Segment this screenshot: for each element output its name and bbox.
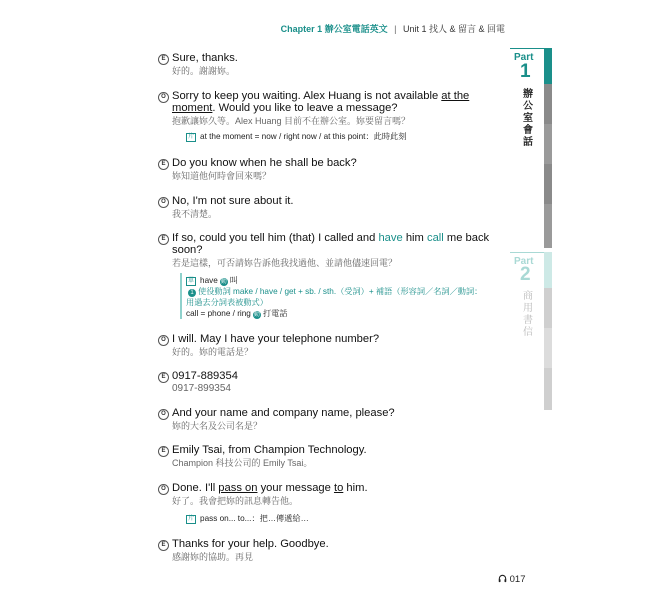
chapter-title: Chapter 1 辦公室電話英文 [280, 24, 388, 34]
grammar-note [186, 286, 482, 308]
word-tag-icon: 單 [188, 278, 195, 284]
dialogue-line [158, 538, 498, 563]
chinese-translation: 感謝妳的協助。再見 [172, 552, 254, 562]
part1-title: 辦 公 室 會 話 [523, 89, 533, 148]
part2-number: 2 [520, 264, 531, 285]
dialogue-line [158, 157, 498, 182]
dialogue-line [158, 370, 498, 395]
english-line: Do you know when he shall be back? [172, 157, 357, 169]
english-line: Sure, thanks. [172, 52, 238, 64]
part2-title: 商 用 書 信 [523, 291, 533, 338]
dialogue-line [158, 444, 498, 469]
english-line: 0917-889354 [172, 370, 238, 382]
underlined-phrase: moment [172, 102, 213, 114]
speaker-badge: E [158, 540, 169, 551]
section-tab [544, 204, 552, 248]
vocab-note [186, 275, 238, 286]
note-meaning: 打電話 [262, 309, 288, 318]
english-line: No, I'm not sure about it. [172, 195, 294, 207]
text-segment: him. [343, 482, 368, 494]
dialogue-line [158, 52, 498, 77]
chinese-translation: 若是這樣，可否請妳告訴他我找過他、並請他儘速回電？ [172, 258, 398, 268]
english-line [172, 482, 498, 494]
highlighted-word: have [378, 232, 403, 244]
section-tab [544, 164, 552, 204]
speaker-badge: O [158, 197, 169, 208]
text-segment: him [402, 232, 427, 244]
dialogue-line [158, 90, 498, 127]
section-tab [544, 124, 552, 164]
text-segment: Done. I'll [172, 482, 219, 494]
underlined-phrase: to [333, 482, 344, 494]
phrase-tag-icon: 片 [188, 516, 195, 522]
header-separator: | [394, 24, 397, 34]
note-text: at the moment = now / right now / at this point：此時此刻 [200, 132, 407, 141]
dialogue-line [158, 482, 498, 507]
number-icon: 1 [188, 289, 196, 297]
english-line [172, 232, 498, 256]
speaker-badge: E [158, 159, 169, 170]
unit-title: Unit 1 找人 & 留言 & 回電 [402, 24, 505, 34]
dialogue-line [158, 232, 498, 269]
text-segment: me back soon? [172, 232, 490, 256]
chinese-translation: 好的。妳的電話是？ [172, 347, 254, 357]
part-of-speech-icon: 動 [253, 312, 260, 318]
section-tab [544, 84, 552, 124]
underlined-phrase: pass on [218, 482, 258, 494]
part1-number: 1 [520, 61, 531, 82]
chinese-translation: 好了。我會把妳的訊息轉告他。 [172, 496, 299, 506]
english-line: Emily Tsai, from Champion Technology. [172, 444, 367, 456]
chinese-translation: 抱歉讓妳久等。Alex Huang 目前不在辦公室。妳要留言嗎？ [172, 116, 411, 126]
dialogue-line [158, 195, 498, 220]
headphones-icon [498, 574, 510, 585]
part1-label: Part [514, 52, 534, 63]
part1-tab-marker [544, 48, 552, 84]
text-segment: your message [257, 482, 334, 494]
speaker-badge: O [158, 92, 169, 103]
dialogue-line [158, 333, 498, 358]
chinese-translation: 妳的大名及公司名是？ [172, 421, 263, 431]
speaker-badge: E [158, 372, 169, 383]
text-segment: . Would you like to leave a message? [212, 102, 398, 114]
chinese-translation: Champion 科技公司的 Emily Tsai。 [172, 458, 313, 468]
speaker-badge: E [158, 54, 169, 65]
note-word: have [200, 276, 218, 285]
section-tab [544, 288, 552, 328]
chinese-translation: 妳知道他何時會回來嗎？ [172, 171, 272, 181]
english-line: Thanks for your help. Goodbye. [172, 538, 329, 550]
english-line [172, 90, 498, 114]
speaker-badge: O [158, 409, 169, 420]
underlined-phrase: at the [441, 90, 470, 102]
highlighted-word: call [426, 232, 444, 244]
text-segment: Sorry to keep you waiting. Alex Huang is not available [172, 90, 442, 102]
english-line: I will. May I have your telephone number? [172, 333, 380, 345]
speaker-badge: E [158, 234, 169, 245]
vocab-note [186, 308, 287, 319]
part2-label: Part [514, 256, 534, 267]
phrase-tag-icon: 片 [188, 134, 195, 140]
english-line: And your name and company name, please? [172, 407, 395, 419]
speaker-badge: O [158, 335, 169, 346]
note-text: 用過去分詞表被動式） [186, 298, 268, 307]
speaker-badge: E [158, 446, 169, 457]
note-text: pass on... to...：把…傳遞給… [200, 514, 309, 523]
vocab-note [186, 131, 406, 142]
note-bar [180, 273, 182, 319]
note-meaning: 叫 [229, 276, 238, 285]
note-word: call = phone / ring [186, 309, 251, 318]
text-segment: If so, could you tell him (that) I called and [172, 232, 379, 244]
page-number-area [498, 574, 526, 585]
chinese-translation: 我不清楚。 [172, 209, 218, 219]
note-text: 使役動詞 make / have / get + sb. / sth.（受詞）+ 補語（形容詞／名詞／動詞： [198, 287, 483, 296]
page-number: 017 [509, 574, 526, 585]
chinese-translation: 好的。謝謝妳。 [172, 66, 236, 76]
section-tab [544, 328, 552, 368]
part-of-speech-icon: 動 [220, 279, 227, 285]
part2-tab-marker [544, 252, 552, 288]
dialogue-line [158, 407, 498, 432]
speaker-badge: O [158, 484, 169, 495]
chinese-translation: 0917-899354 [172, 383, 231, 394]
page-header [281, 22, 505, 35]
vocab-note [186, 513, 309, 524]
section-tab [544, 368, 552, 410]
